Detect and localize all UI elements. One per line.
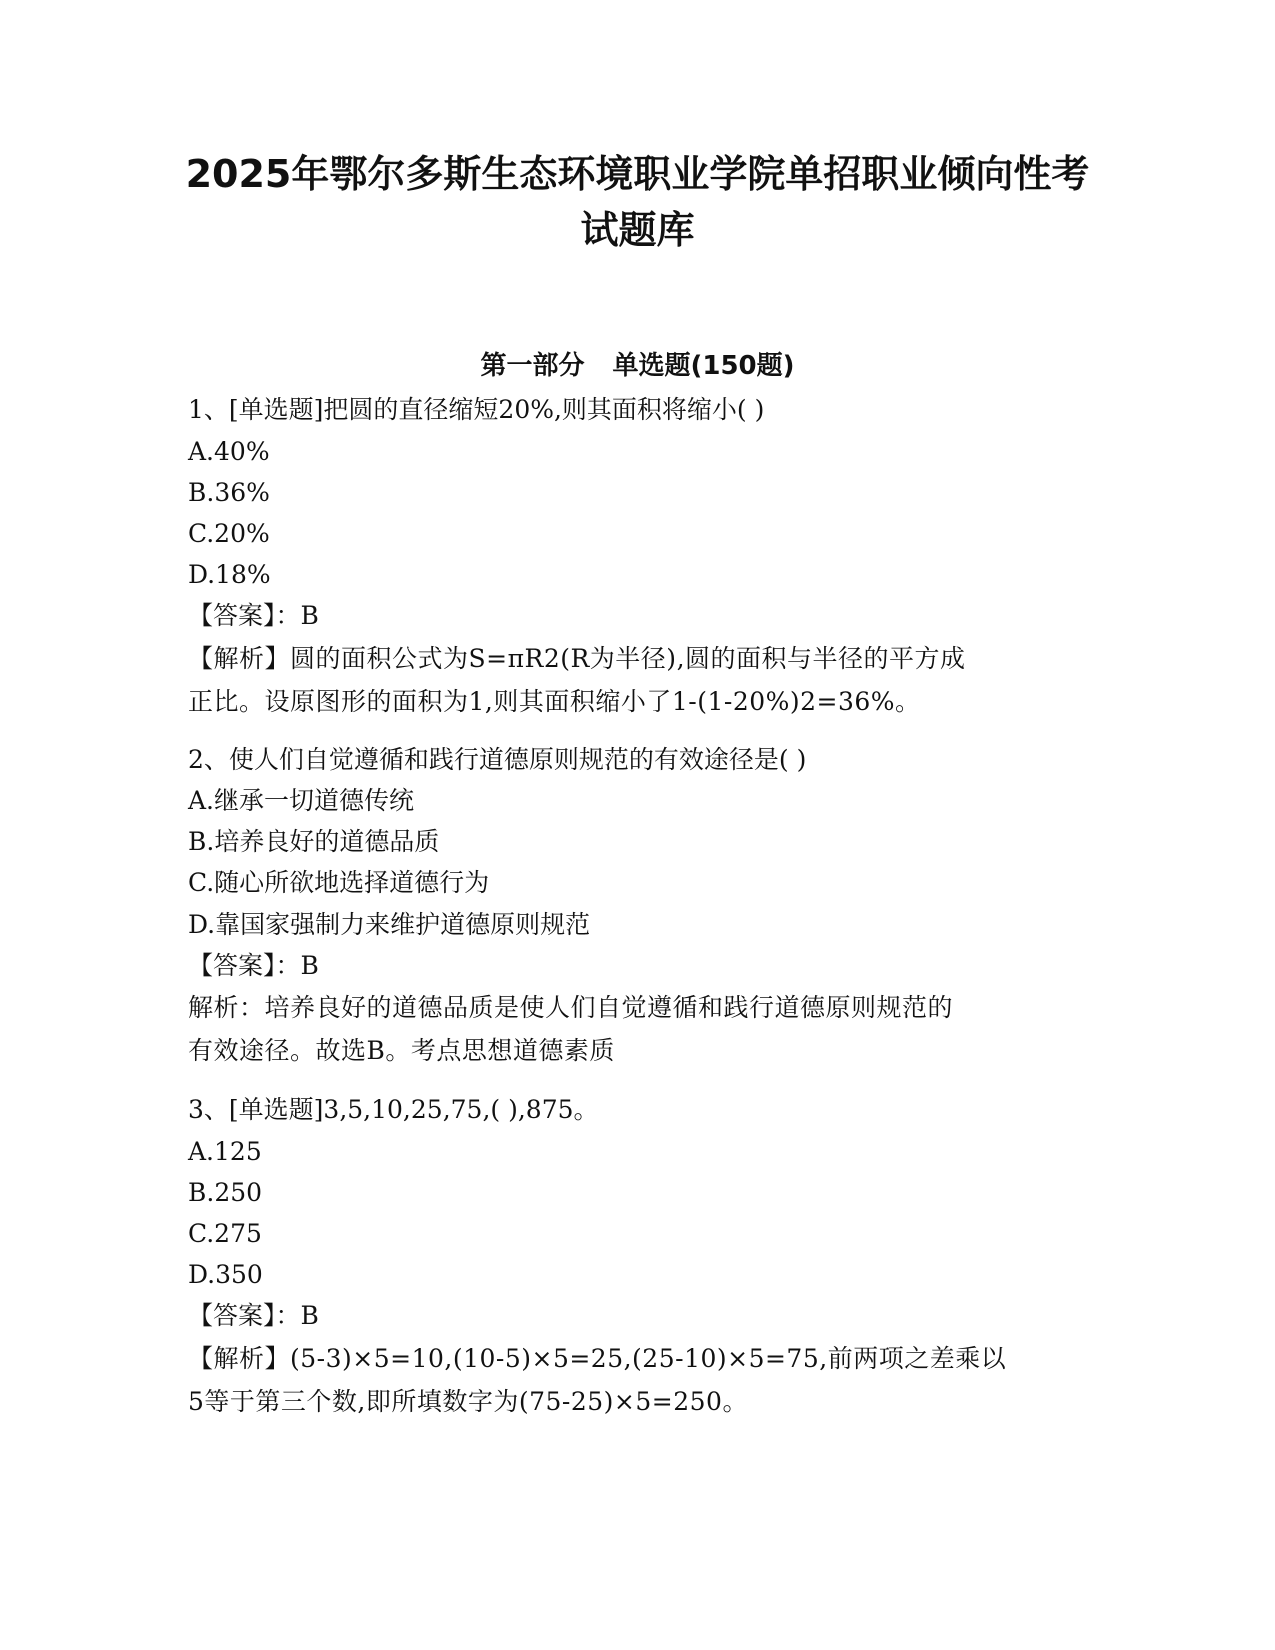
question-2-option-b: B.培养良好的道德品质 xyxy=(188,827,440,856)
question-3-analysis xyxy=(188,1337,1078,1423)
question-1-stem: 1、[单选题]把圆的直径缩短20%,则其面积将缩小( ) xyxy=(188,395,765,424)
question-2-analysis xyxy=(188,986,1078,1072)
question-2-analysis-line-2: 有效途径。故选B。考点思想道德素质 xyxy=(188,1036,615,1065)
section-name: 单选题(150题) xyxy=(612,351,795,381)
question-3-option-a: A.125 xyxy=(188,1137,262,1166)
question-1-option-a: A.40% xyxy=(188,437,270,466)
question-3-option-c: C.275 xyxy=(188,1219,262,1248)
document-title-line-1: 2025年鄂尔多斯生态环境职业学院单招职业倾向性考 xyxy=(185,152,1090,196)
question-3-option-d: D.350 xyxy=(188,1260,263,1289)
question-3-stem: 3、[单选题]3,5,10,25,75,( ),875。 xyxy=(188,1095,599,1124)
question-1-analysis-line-2: 正比。设原图形的面积为1,则其面积缩小了1-(1-20%)2=36%。 xyxy=(188,687,921,716)
document-title-line-2: 试题库 xyxy=(580,208,695,252)
question-1-analysis xyxy=(188,637,1078,723)
question-1-answer: 【答案】：B xyxy=(188,601,319,630)
section-heading xyxy=(0,350,1275,382)
question-1-option-d: D.18% xyxy=(188,560,271,589)
question-2-option-c: C.随心所欲地选择道德行为 xyxy=(188,868,490,897)
question-2-option-d: D.靠国家强制力来维护道德原则规范 xyxy=(188,910,591,939)
question-1-option-b: B.36% xyxy=(188,478,270,507)
question-3-analysis-line-1: 【解析】(5-3)×5=10,(10-5)×5=25,(25-10)×5=75,前两项之差乘以 xyxy=(188,1344,1007,1373)
question-2-analysis-line-1: 解析：培养良好的道德品质是使人们自觉遵循和践行道德原则规范的 xyxy=(188,993,954,1022)
question-1-option-c: C.20% xyxy=(188,519,270,548)
question-2-stem: 2、使人们自觉遵循和践行道德原则规范的有效途径是( ) xyxy=(188,745,807,774)
question-2-answer: 【答案】：B xyxy=(188,951,319,980)
question-2-option-a: A.继承一切道德传统 xyxy=(188,786,415,815)
section-label: 第一部分 xyxy=(480,351,585,381)
question-3-option-b: B.250 xyxy=(188,1178,263,1207)
question-3-analysis-line-2: 5等于第三个数,即所填数字为(75-25)×5=250。 xyxy=(188,1387,748,1416)
question-1-analysis-line-1: 【解析】圆的面积公式为S=πR2(R为半径),圆的面积与半径的平方成 xyxy=(188,644,966,673)
question-3-answer: 【答案】：B xyxy=(188,1301,319,1330)
